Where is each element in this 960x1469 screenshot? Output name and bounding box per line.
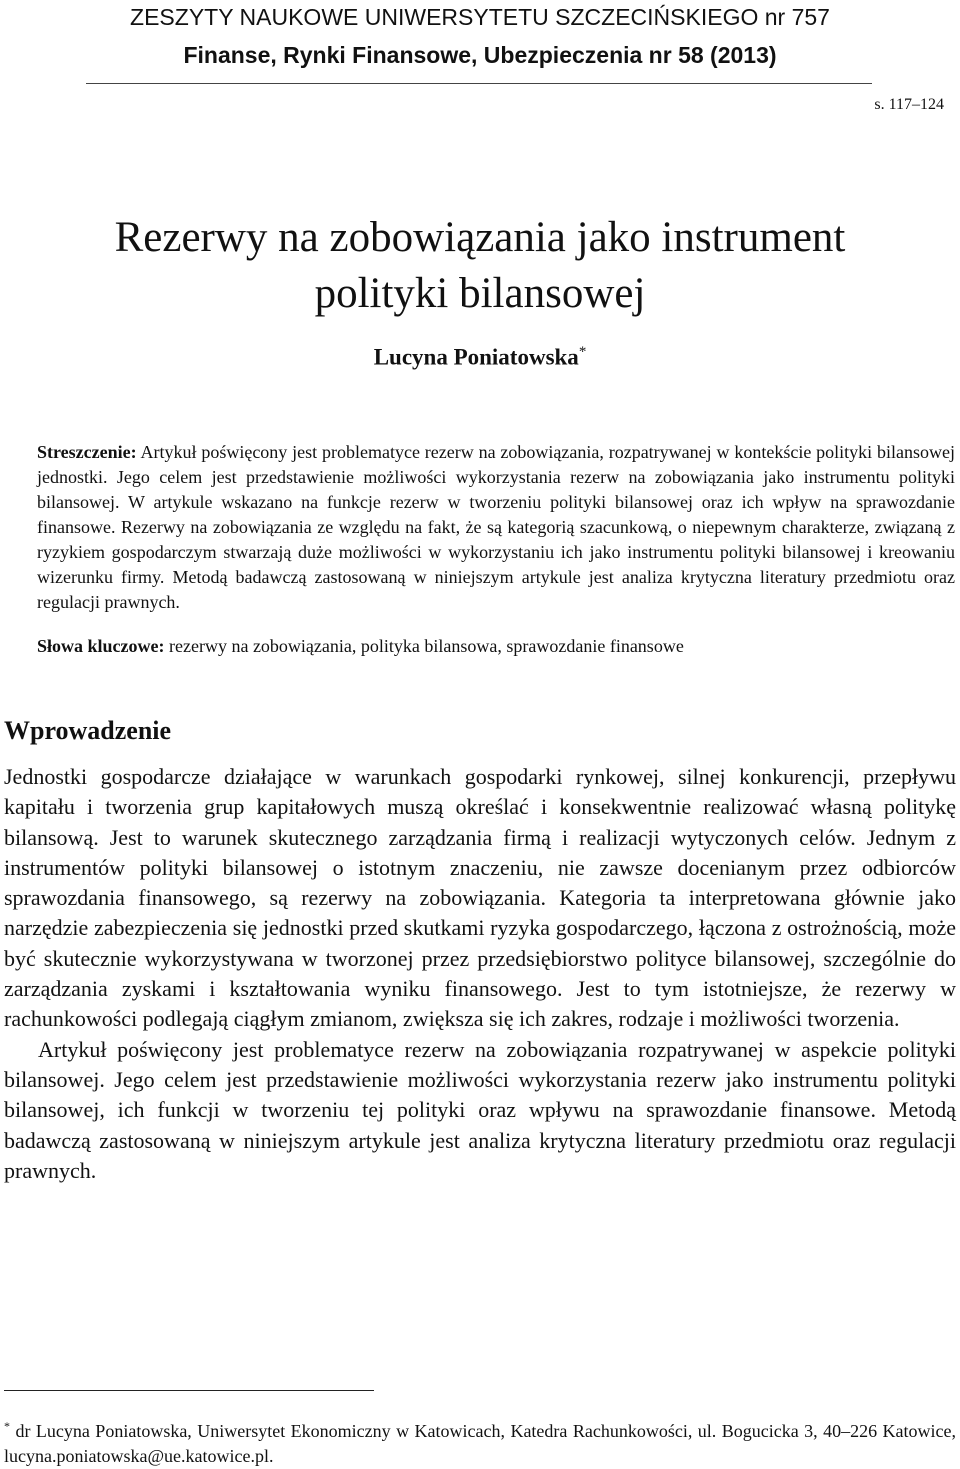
abstract [37,440,955,615]
footnote-rule [4,1390,374,1391]
keywords [37,634,955,659]
article-title [0,210,960,322]
author [0,344,960,371]
journal-name: ZESZYTY NAUKOWE UNIWERSYTETU SZCZECIŃSKIEGO nr 757 [130,4,830,30]
keywords-label: Słowa kluczowe: [37,636,165,656]
abstract-text: Artykuł poświęcony jest problematyce rezerw na zobowiązania, rozpatrywanej w kontekście polityki bilansowej jednostki. Jego celem jest przedstawienie możliwości wykorzystania rezerw na zobowiązania jako instrumentu polityki bilansowej. W artykule wskazano na funkcje rezerw w tworzeniu polityki bilansowej oraz ich wpływ na sprawozdanie finansowe. Rezerwy na zobowiązania ze względu na fakt, że są kategorią szacunkową, o niepewnym charakterze, związaną z ryzykiem gospodarczym stwarzają duże możliwości w wykorzystaniu ich jako instrumentu polityki bilansowej i kreowaniu wizerunku firmy. Metodą badawczą zastosowaną w niniejszym artykule jest analiza krytyczna literatury przedmiotu oraz regulacji prawnych. [37,442,955,612]
title-line-2: polityki bilansowej [314,270,646,317]
paragraph-2: Artykuł poświęcony jest problematyce rezerw na zobowiązania rozpatrywanej w aspekcie polityki bilansowej. Jego celem jest przedstawienie możliwości wykorzystania rezerw jako instrumentu polityki bilansowej, ich funkcji w tworzeniu tej polityki oraz wpływu na sprawozdanie finansowe. Metodą badawczą zastosowaną w niniejszym artykule jest analiza krytyczna literatury przedmiotu oraz regulacji prawnych. [4,1036,956,1183]
abstract-label: Streszczenie: [37,442,137,462]
section-body [4,762,956,1186]
keywords-text: rezerwy na zobowiązania, polityka bilansowa, sprawozdanie finansowe [169,636,684,656]
paragraph-1: Jednostki gospodarcze działające w warunkach gospodarki rynkowej, silnej konkurencji, przepływu kapitału i tworzenia grup kapitałowych muszą określać i konsekwentnie realizować własną politykę bilansową. Jest to warunek skutecznego zarządzania firmą i realizacji wytyczonych celów. Jednym z instrumentów polityki bilansowej o istotnym znaczeniu, nie zawsze docenianym przez odbiorców sprawozdania finansowego, są rezerwy na zobowiązania. Kategoria ta interpretowana głównie jako narzędzie zabezpieczenia się jednostki przed skutkami ryzyka gospodarczego, łączona z ostrożnością, może być skutecznie wykorzystywana w tworzonej przez przedsiębiorstwo polityce bilansowej, szczególnie do zarządzania zyskami i kształtowania wyniku finansowego. Jest to tym istotniejsze, że rezerwy w rachunkowości podlegają ciągłym zmianom, zwiększa się ich zakres, rodzaje i możliwości tworzenia. [4,764,956,1032]
journal-series: Finanse, Rynki Finansowe, Ubezpieczenia nr 58 (2013) [183,42,777,68]
footnote [4,1414,956,1469]
author-name: Lucyna Poniatowska [373,344,579,370]
footnote-mark: * [4,1419,10,1433]
title-line-1: Rezerwy na zobowiązania jako instrument [114,214,846,261]
section-heading: Wprowadzenie [4,716,172,745]
author-footnote-mark[interactable]: * [578,344,587,360]
header-rule [86,83,872,84]
page-range: s. 117–124 [874,96,944,113]
footnote-text: dr Lucyna Poniatowska, Uniwersytet Ekonomiczny w Katowicach, Katedra Rachunkowości, ul. Bogucicka 3, 40–226 Katowice, lucyna.poniatowska@ue.katowice.pl. [4,1421,956,1466]
